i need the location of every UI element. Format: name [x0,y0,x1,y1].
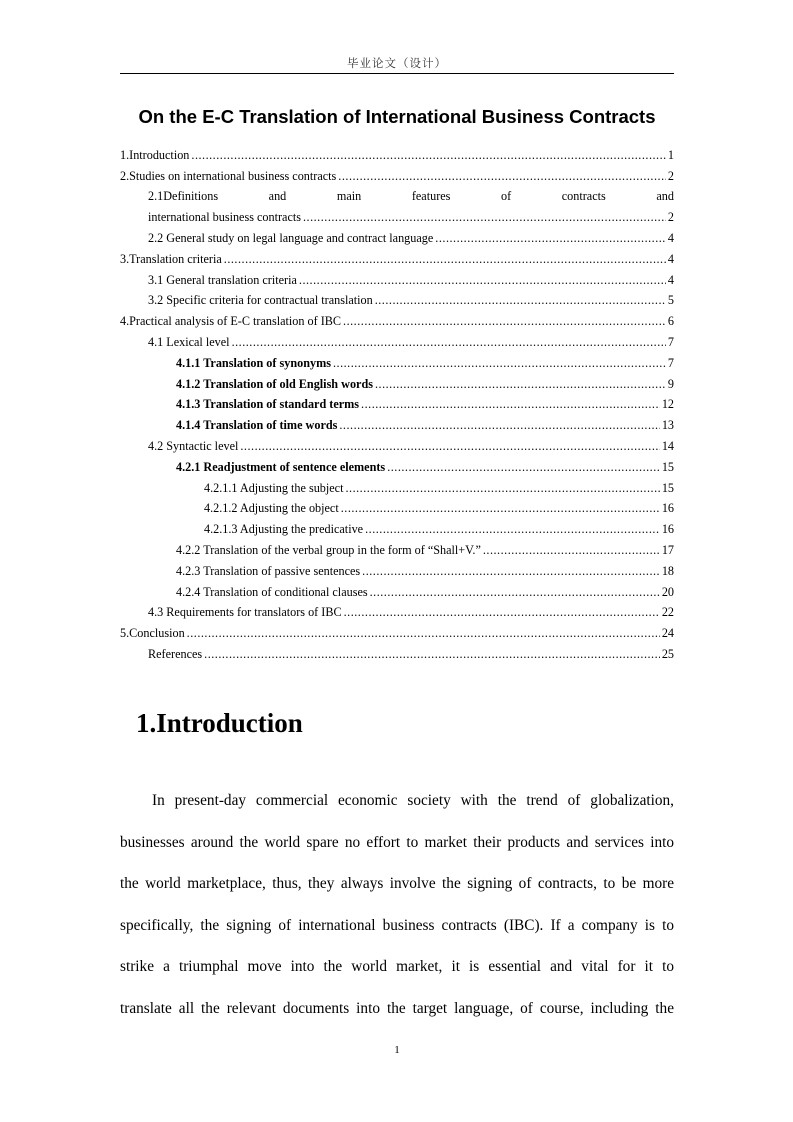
toc-entry[interactable] [120,162,674,183]
toc-entry[interactable] [120,370,674,391]
toc-entry-title: 4.1.3 Translation of standard terms [176,397,360,412]
toc-entry[interactable] [120,557,674,578]
toc-entry-title: international business contracts [148,210,301,225]
toc-entry-title: 4.3 Requirements for translators of IBC [148,605,342,620]
toc-page-number: 15 [661,459,674,474]
toc-entry[interactable] [120,432,674,453]
toc-entry[interactable] [120,619,674,640]
toc-entry-title: 4.2.1.1 Adjusting the subject [204,480,344,495]
toc-page-number: 4 [667,251,674,266]
toc-entry-title: 4.2 Syntactic level [148,438,239,453]
toc-entry-title: 2.Studies on international business contracts [120,168,337,183]
table-of-contents [120,141,674,661]
toc-page-number: 2 [667,210,674,225]
toc-page-number: 22 [661,605,674,620]
toc-entry[interactable] [120,141,674,162]
toc-dot-leader [339,418,659,432]
toc-dot-leader [303,210,666,224]
toc-entry-title: 3.2 Specific criteria for contractual translation [148,293,373,308]
toc-entry[interactable] [120,328,674,349]
toc-entry[interactable] [120,266,674,287]
page-number: 1 [394,1044,400,1056]
toc-entry-title: 5.Conclusion [120,626,185,641]
toc-entry-word: 2.1Definitions [148,189,219,204]
paragraph-line: the world marketplace, thus, they always involve the signing of contracts, to be more [120,875,674,892]
header-rule [120,73,674,74]
toc-dot-leader [375,293,666,307]
toc-entry-title: 4.2.2 Translation of the verbal group in the form of “Shall+V.” [176,542,481,557]
toc-entry[interactable] [120,411,674,432]
toc-dot-leader [341,501,660,515]
toc-dot-leader [370,585,660,599]
toc-entry-title: 1.Introduction [120,147,190,162]
toc-entry[interactable] [120,203,674,224]
paragraph-line: specifically, the signing of international business contracts (IBC). If a company is to [120,916,674,934]
toc-entry-title: 3.Translation criteria [120,251,222,266]
toc-entry-word: contracts [561,189,606,204]
toc-page-number: 16 [661,501,674,516]
toc-entry-word: features [411,189,451,204]
toc-entry[interactable] [120,391,674,412]
toc-entry[interactable] [120,599,674,620]
section-heading: 1.Introduction [136,708,303,738]
toc-page-number: 4 [667,272,674,287]
toc-page-number: 16 [661,522,674,537]
toc-entry[interactable] [120,578,674,599]
toc-entry[interactable] [120,495,674,516]
toc-page-number: 14 [661,438,674,453]
toc-dot-leader [344,605,660,619]
toc-entry-title: 3.1 General translation criteria [148,272,297,287]
toc-entry-word: and [268,189,287,204]
toc-entry-wrapped[interactable] [120,183,674,204]
toc-dot-leader [345,481,659,495]
toc-page-number: 9 [667,376,674,391]
toc-dot-leader [187,626,660,640]
toc-entry-title: References [148,646,203,661]
toc-page-number: 17 [661,542,674,557]
toc-dot-leader [333,356,666,370]
document-title: On the E-C Translation of International Business Contracts [138,106,656,127]
toc-entry-word: and [656,189,674,204]
toc-entry-title: 4.1.4 Translation of time words [176,418,338,433]
toc-page-number: 6 [667,314,674,329]
toc-page-number: 15 [661,480,674,495]
toc-page-number: 25 [661,646,674,661]
toc-page-number: 12 [661,397,674,412]
toc-entry[interactable] [120,349,674,370]
toc-entry-word: of [501,189,512,204]
paragraph-line: strike a triumphal move into the world market, it is essential and vital for it to [120,958,674,975]
toc-dot-leader [240,439,659,453]
toc-dot-leader [299,273,666,287]
toc-dot-leader [361,397,660,411]
toc-page-number: 2 [667,168,674,183]
toc-entry-title: 4.2.3 Translation of passive sentences [176,563,361,578]
toc-entry-title: 4.2.1.3 Adjusting the predicative [204,522,364,537]
toc-dot-leader [343,314,666,328]
toc-entry[interactable] [120,515,674,536]
toc-entry-title: 4.1 Lexical level [148,334,230,349]
toc-dot-leader [483,543,660,557]
toc-entry-word: main [336,189,362,204]
toc-entry-title: 4.2.4 Translation of conditional clauses [176,584,368,599]
toc-dot-leader [387,460,660,474]
toc-entry-title: 4.Practical analysis of E-C translation of IBC [120,314,342,329]
toc-page-number: 7 [667,355,674,370]
toc-entry[interactable] [120,307,674,328]
running-header: 毕业论文（设计） [347,58,447,70]
toc-dot-leader [204,647,660,661]
toc-entry[interactable] [120,224,674,245]
toc-dot-leader [375,377,666,391]
toc-page-number: 1 [667,147,674,162]
toc-entry-title: 4.2.1.2 Adjusting the object [204,501,339,516]
toc-dot-leader [362,564,660,578]
body-text [120,780,674,1029]
toc-entry[interactable] [120,245,674,266]
toc-page-number: 13 [661,418,674,433]
toc-dot-leader [338,169,666,183]
toc-entry[interactable] [120,453,674,474]
toc-entry[interactable] [120,287,674,308]
toc-page-number: 24 [661,626,674,641]
paragraph-line: In present-day commercial economic society with the trend of globalization, [152,792,674,809]
toc-entry-title: 4.1.1 Translation of synonyms [176,355,331,370]
toc-dot-leader [191,148,666,162]
toc-page-number: 5 [667,293,674,308]
toc-entry[interactable] [120,474,674,495]
toc-page-number: 7 [667,334,674,349]
toc-page-number: 4 [667,230,674,245]
toc-page-number: 18 [661,563,674,578]
toc-page-number: 20 [661,584,674,599]
toc-dot-leader [365,522,660,536]
toc-dot-leader [435,231,666,245]
toc-entry-title: 4.2.1 Readjustment of sentence elements [176,459,386,474]
paragraph-line: translate all the relevant documents into the target language, of course, including the [120,999,674,1017]
toc-dot-leader [232,335,666,349]
toc-entry-title: 4.1.2 Translation of old English words [176,376,373,391]
toc-entry[interactable] [120,640,674,661]
toc-entry[interactable] [120,536,674,557]
toc-entry-title: 2.2 General study on legal language and contract language [148,230,434,245]
toc-dot-leader [224,252,666,266]
paragraph-line: businesses around the world spare no effort to market their products and services into [120,833,674,851]
